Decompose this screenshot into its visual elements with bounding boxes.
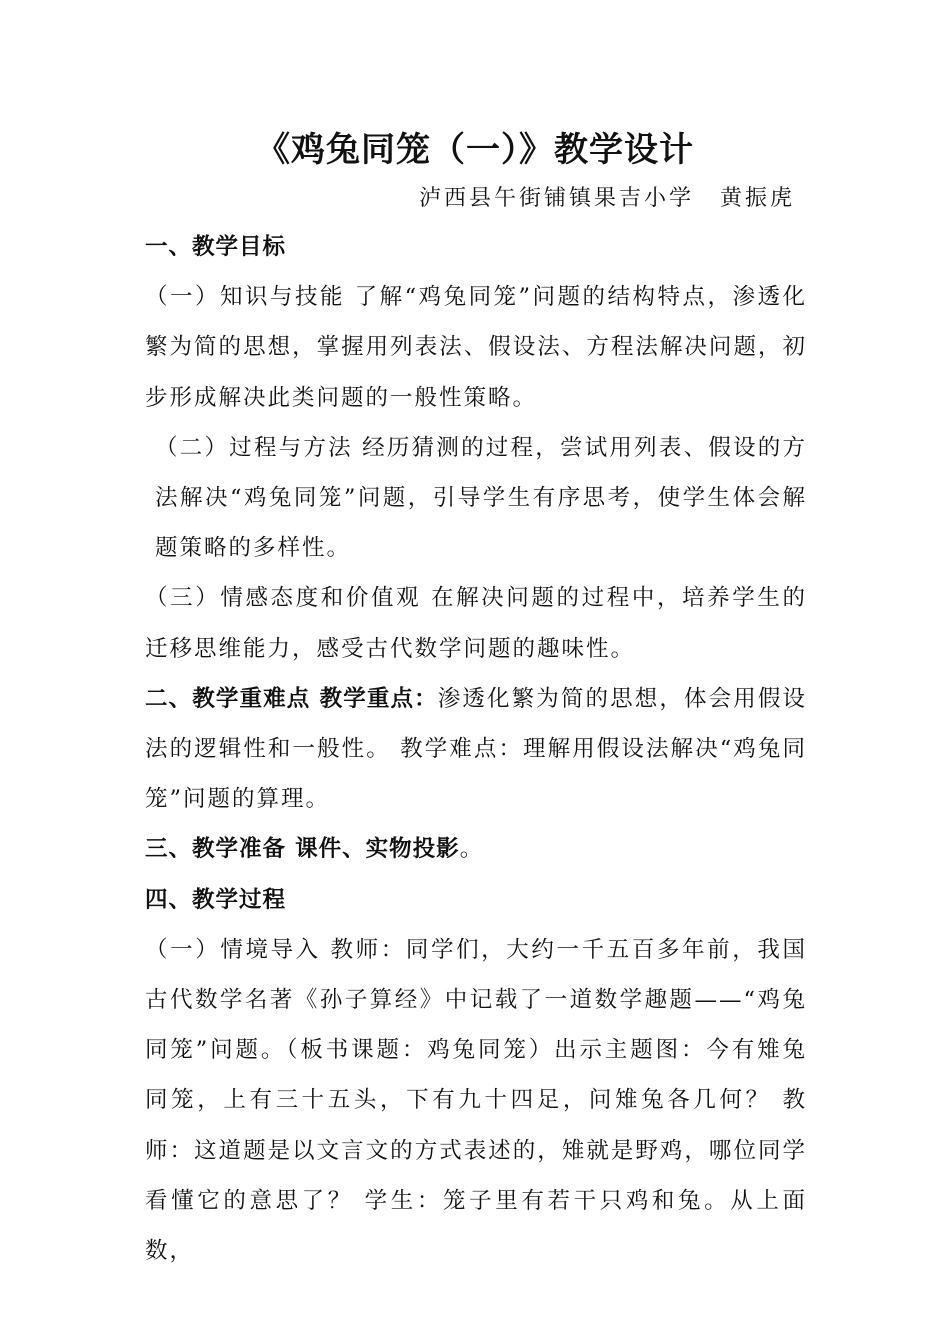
section-key-points — [145, 674, 807, 825]
document-title: 《鸡兔同笼（一）》教学设计 — [256, 130, 694, 170]
author-school: 泸西县午街铺镇果吉小学 — [418, 186, 694, 211]
section-heading-preparation: 三、教学准备 — [145, 836, 287, 863]
author-name: 黄振虎 — [719, 186, 795, 211]
objective-attitude: （三）情感态度和价值观 在解决问题的过程中，培养学生的迁移思维能力，感受古代数学问题的趣味性。 — [145, 585, 807, 662]
preparation-end: 。 — [459, 836, 485, 863]
author-line — [0, 176, 795, 222]
objective-knowledge: （一）知识与技能 了解“鸡兔同笼”问题的结构特点，渗透化繁为简的思想，掌握用列表法、假设法、方程法解决问题，初步形成解决此类问题的一般性策略。 — [145, 284, 807, 411]
section-preparation — [145, 824, 807, 874]
process-intro: （一）情境导入 教师：同学们，大约一千五百多年前，我国古代数学名著《孙子算经》中记载了一道数学趣题——“鸡兔同笼”问题。（板书课题：鸡兔同笼）出示主题图：今有雉兔同笼，上有三十五头，下有九十四足，问雉兔各几何？ 教师：这道题是以文言文的方式表述的，雉就是野鸡，哪位同学看懂它的意思了？ 学生：笼子里有若干只鸡和兔。从上面数， — [145, 936, 807, 1265]
section-heading-key-points: 二、教学重难点 — [145, 685, 311, 712]
document-body — [145, 222, 807, 1276]
key-point-label: 教学重点： — [319, 685, 438, 712]
section-heading-process: 四、教学过程 — [145, 886, 287, 913]
objective-process: （二）过程与方法 经历猜测的过程，尝试用列表、假设的方法解决“鸡兔同笼”问题，引导学生有序思考，使学生体会解题策略的多样性。 — [155, 434, 807, 562]
key-point-text: 渗透化繁为简的思想，体会用假设法的逻辑性和一般性。 — [145, 685, 807, 763]
preparation-text: 课件、实物投影 — [295, 836, 460, 863]
section-heading-objectives: 一、教学目标 — [145, 234, 287, 260]
difficulty-text: 教学难点：理解用假设法解决“鸡兔同笼”问题的算理。 — [145, 736, 807, 813]
